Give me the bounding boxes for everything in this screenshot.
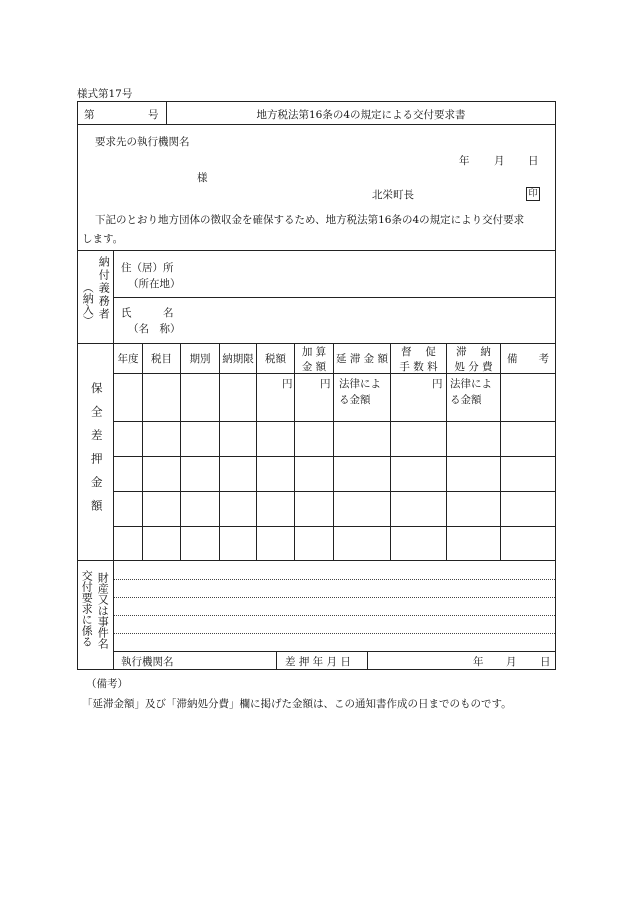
property-label-1: 交付要求に係る: [80, 570, 94, 647]
col-header-year: 年度: [117, 353, 139, 365]
unit-yen-tax: 円: [282, 378, 293, 390]
name-sub-label: （名 称）: [128, 323, 181, 335]
issuer-name: 北栄町長: [372, 189, 414, 201]
date-year: 年: [459, 155, 470, 167]
form-number: 様式第17号: [77, 88, 133, 100]
date-day: 日: [528, 155, 539, 167]
address-label: 住（居）所: [121, 262, 174, 274]
date-month: 月: [494, 155, 505, 167]
col-header-reminder-2: 手 数 料: [399, 361, 438, 373]
number-suffix: 号: [148, 109, 159, 121]
col-header-addition-1: 加 算: [301, 346, 327, 358]
seizure-amount-label: 保全差押金額: [89, 382, 104, 523]
seizure-date-year: 年: [473, 656, 484, 668]
disposition-note-1: 法律によ: [450, 378, 492, 390]
seizure-date-label: 差 押 年 月 日: [285, 656, 351, 668]
taxpayer-label: 納付義務者: [97, 256, 111, 321]
col-header-late-fee: 延 滞 金 額: [335, 353, 388, 365]
col-header-reminder-1: 督 促: [401, 346, 436, 358]
col-header-tax-amount: 税額: [265, 353, 286, 365]
unit-yen-reminder: 円: [432, 378, 443, 390]
notes-heading: （備考）: [86, 678, 128, 690]
number-prefix: 第: [84, 109, 95, 121]
seizure-date-day: 日: [540, 656, 551, 668]
body-text-line2: します。: [82, 233, 124, 245]
unit-yen-addition: 円: [320, 378, 331, 390]
recipient-label: 要求先の執行機関名: [95, 136, 190, 148]
document-title: 地方税法第16条の4の規定による交付要求書: [256, 109, 466, 121]
body-text-line1: 下記のとおり地方団体の徴収金を確保するため、地方税法第16条の4の規定により交付要求: [95, 214, 525, 226]
col-header-disposition-1: 滞 納: [456, 346, 491, 358]
col-header-addition-2: 金 額: [301, 361, 327, 373]
col-header-period: 期別: [189, 353, 211, 365]
col-header-remarks: 備 考: [507, 353, 549, 365]
seal-stamp: 印: [526, 187, 540, 201]
notes-text: 「延滞金額」及び「滞納処分費」欄に掲げた金額は、この通知書作成の日までのものです。: [82, 698, 512, 710]
seizure-date-month: 月: [506, 656, 517, 668]
honorific-sama: 様: [197, 172, 208, 184]
address-sub-label: （所在地）: [128, 278, 181, 290]
agency-name-label: 執行機関名: [121, 656, 174, 668]
property-label-2: 財産又は事件名: [96, 572, 110, 649]
name-label: 氏 名: [121, 307, 174, 319]
taxpayer-label-sub: （納入）: [81, 282, 95, 326]
late-fee-note-2: る金額: [339, 394, 371, 406]
col-header-due-date: 納期限: [222, 353, 254, 365]
col-header-tax-item: 税目: [151, 353, 172, 365]
col-header-disposition-2: 処 分 費: [454, 361, 493, 373]
disposition-note-2: る金額: [450, 394, 482, 406]
late-fee-note-1: 法律によ: [339, 378, 381, 390]
